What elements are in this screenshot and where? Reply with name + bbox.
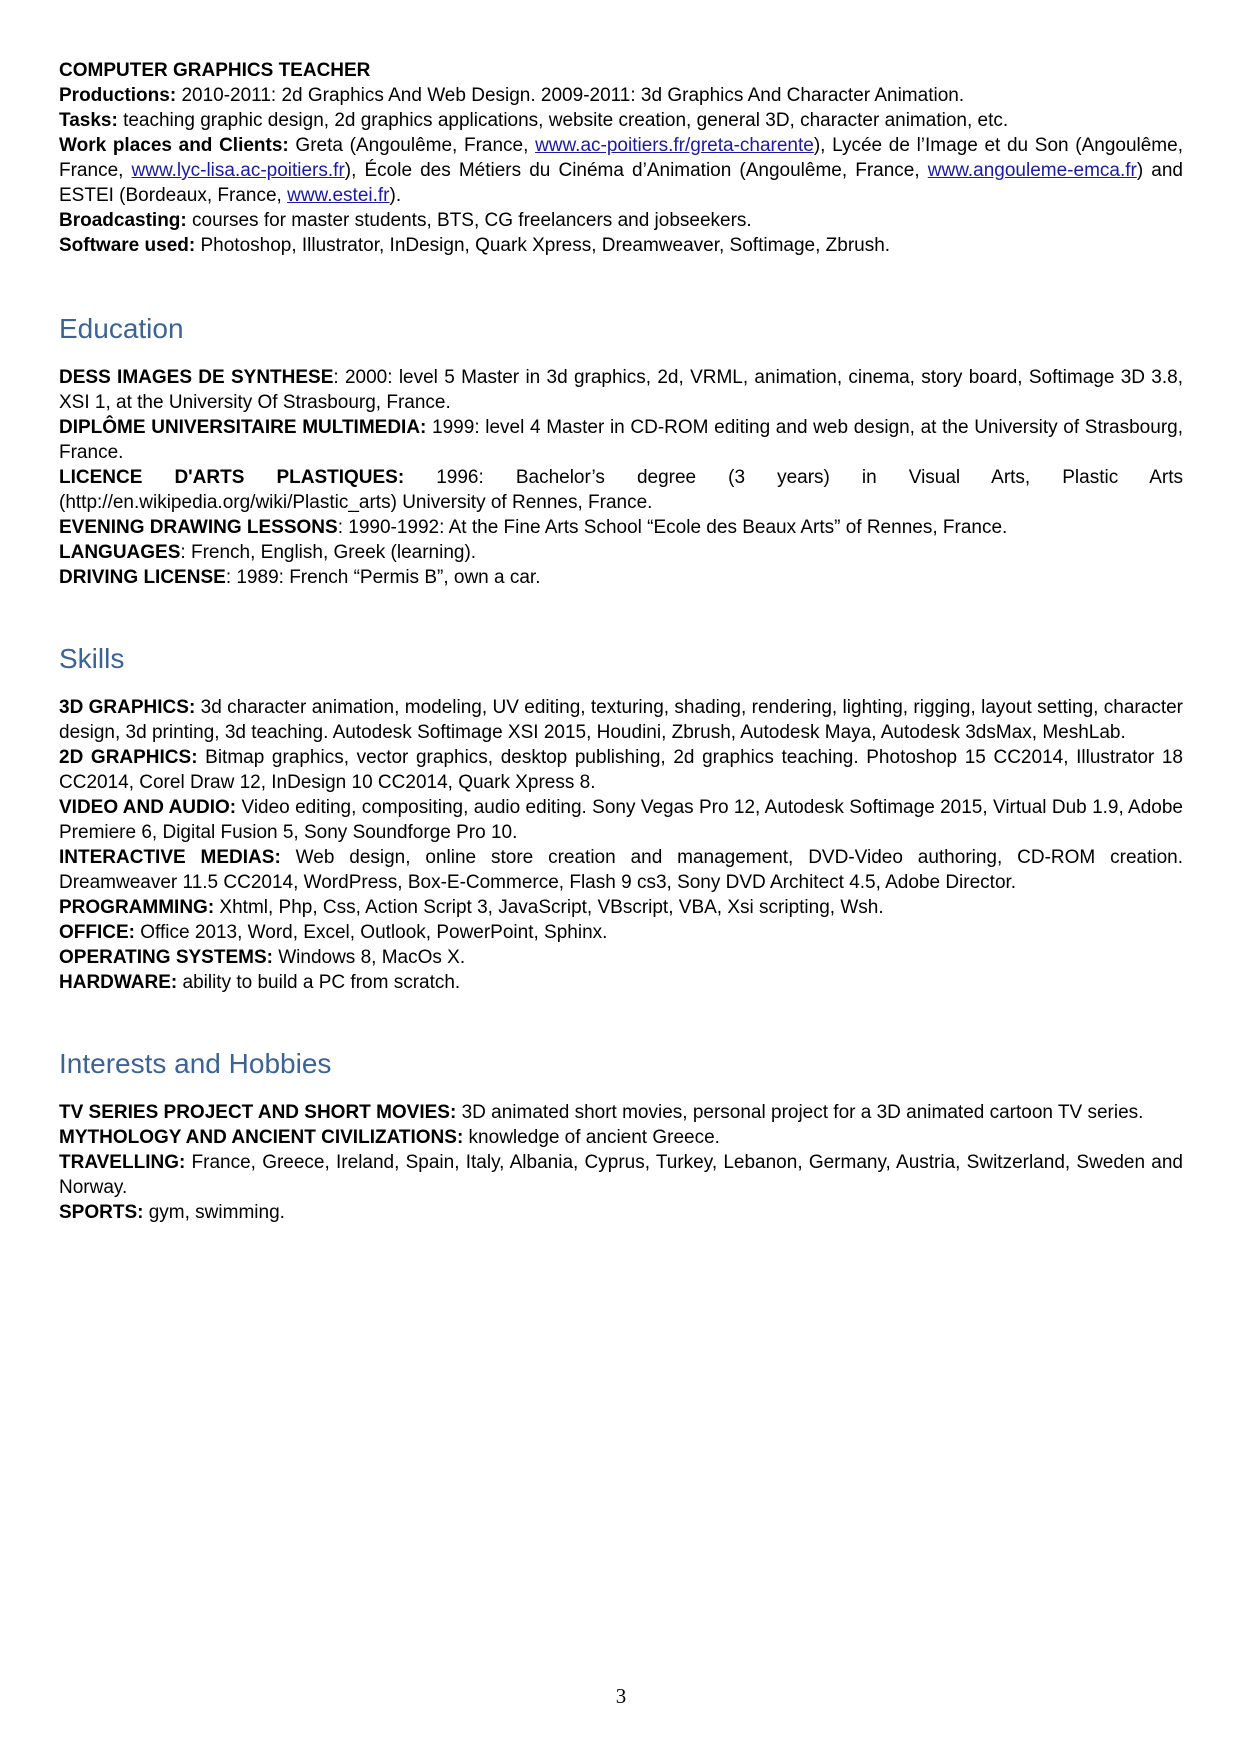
tasks-text: teaching graphic design, 2d graphics applications, website creation, general 3D, character animation, etc. — [117, 110, 1009, 131]
item-label: DRIVING LICENSE — [59, 567, 226, 588]
item-text: Video editing, compositing, audio editing. Sony Vegas Pro 12, Autodesk Softimage 2015, Virtual Dub 1.9, Adobe Premiere 6, Digital Fusion 5, Sony Soundforge Pro 10. — [59, 797, 1184, 843]
item-label: 2D GRAPHICS: — [59, 747, 198, 768]
software-text: Photoshop, Illustrator, InDesign, Quark Xpress, Dreamweaver, Softimage, Zbrush. — [195, 235, 891, 256]
item-label: 3D GRAPHICS: — [59, 697, 196, 718]
item-text: : 1989: French “Permis B”, own a car. — [225, 567, 541, 588]
education-item — [59, 415, 1183, 465]
item-label: MYTHOLOGY AND ANCIENT CIVILIZATIONS: — [59, 1127, 464, 1148]
skills-heading: Skills — [59, 643, 125, 674]
item-label: INTERACTIVE MEDIAS: — [59, 847, 281, 868]
skill-item — [59, 945, 1183, 970]
item-label: TV SERIES PROJECT AND SHORT MOVIES: — [59, 1102, 457, 1123]
emca-link[interactable]: www.angouleme-emca.fr — [927, 160, 1137, 181]
estei-link[interactable]: www.estei.fr — [287, 185, 390, 206]
education-item — [59, 515, 1183, 540]
education-item — [59, 365, 1183, 415]
work-places-text-4: ) and ESTEI (Bordeaux, France, — [59, 160, 1183, 206]
item-text: : 1990-1992: At the Fine Arts School “Ecole des Beaux Arts” of Rennes, France. — [337, 517, 1008, 538]
work-places-text-5: ). — [389, 185, 402, 206]
item-text: 1999: level 4 Master in CD-ROM editing and web design, at the University of Strasbourg, France. — [59, 417, 1183, 463]
education-heading: Education — [59, 313, 184, 344]
education-item — [59, 540, 1183, 565]
greta-link[interactable]: www.ac-poitiers.fr/greta-charente — [535, 135, 814, 156]
resume-page — [59, 58, 1183, 1225]
item-label: VIDEO AND AUDIO: — [59, 797, 237, 818]
item-label: EVENING DRAWING LESSONS — [59, 517, 338, 538]
item-text: France, Greece, Ireland, Spain, Italy, Albania, Cyprus, Turkey, Lebanon, Germany, Austria, Switzerland, Sweden and Norway. — [59, 1152, 1183, 1198]
education-item — [59, 565, 1183, 590]
item-text: Office 2013, Word, Excel, Outlook, PowerPoint, Sphinx. — [135, 922, 608, 943]
broadcasting-text: courses for master students, BTS, CG freelancers and jobseekers. — [186, 210, 752, 231]
productions-text: 2010-2011: 2d Graphics And Web Design. 2009-2011: 3d Graphics And Character Animation. — [176, 85, 965, 106]
job-entry — [59, 58, 1183, 258]
interest-item — [59, 1200, 1183, 1225]
item-label: DESS IMAGES DE SYNTHESE — [59, 367, 334, 388]
education-item — [59, 465, 1183, 515]
item-text: knowledge of ancient Greece. — [463, 1127, 720, 1148]
item-label: OPERATING SYSTEMS: — [59, 947, 273, 968]
productions-label: Productions: — [59, 85, 177, 106]
work-places-text-2: ), Lycée de l’Image et du Son (Angoulême, France, — [59, 135, 1183, 181]
interest-item — [59, 1100, 1183, 1125]
software-line — [59, 233, 1183, 258]
item-label: SPORTS: — [59, 1202, 144, 1223]
item-text: gym, swimming. — [143, 1202, 285, 1223]
productions-line — [59, 83, 1183, 108]
item-text: Bitmap graphics, vector graphics, desktop publishing, 2d graphics teaching. Photoshop 15 CC2014, Illustrator 18 CC2014, Corel Draw 12, InDesign 10 CC2014, Quark Xpress 8. — [59, 747, 1183, 793]
item-label: LICENCE D'ARTS PLASTIQUES: — [59, 467, 405, 488]
skill-item — [59, 845, 1183, 895]
item-text: 3d character animation, modeling, UV editing, texturing, shading, rendering, lighting, rigging, layout setting, character design, 3d printing, 3d teaching. Autodesk Softimage XSI 2015, Houdini, Zbrush, Autodesk Maya, Autodesk 3dsMax, MeshLab. — [59, 697, 1184, 743]
item-label: TRAVELLING: — [59, 1152, 186, 1173]
item-label: LANGUAGES — [59, 542, 181, 563]
interests-list — [59, 1100, 1183, 1225]
interest-item — [59, 1125, 1183, 1150]
skill-item — [59, 970, 1183, 995]
skill-item — [59, 745, 1183, 795]
item-text: : 2000: level 5 Master in 3d graphics, 2d, VRML, animation, cinema, story board, Softimage 3D 3.8, XSI 1, at the University Of Strasbourg, France. — [59, 367, 1183, 413]
item-text: Windows 8, MacOs X. — [272, 947, 466, 968]
tasks-label: Tasks: — [59, 110, 118, 131]
item-text: ability to build a PC from scratch. — [177, 972, 461, 993]
item-label: HARDWARE: — [59, 972, 178, 993]
interest-item — [59, 1150, 1183, 1200]
item-text: 3D animated short movies, personal project for a 3D animated cartoon TV series. — [456, 1102, 1144, 1123]
lisa-link[interactable]: www.lyc-lisa.ac-poitiers.fr — [131, 160, 345, 181]
skills-list — [59, 695, 1183, 995]
item-text: Xhtml, Php, Css, Action Script 3, JavaScript, VBscript, VBA, Xsi scripting, Wsh. — [214, 897, 884, 918]
item-text: 1996: Bachelor’s degree (3 years) in Visual Arts, Plastic Arts (http://en.wikipedia.org/wiki/Plastic_arts) University of Rennes, France. — [59, 467, 1183, 513]
interests-heading: Interests and Hobbies — [59, 1048, 332, 1079]
work-places-line — [59, 133, 1183, 208]
item-text: : French, English, Greek (learning). — [180, 542, 477, 563]
item-text: Web design, online store creation and management, DVD-Video authoring, CD-ROM creation. Dreamweaver 11.5 CC2014, WordPress, Box-E-Commerce, Flash 9 cs3, Sony DVD Architect 4.5, Adobe Director. — [59, 847, 1183, 893]
education-list — [59, 365, 1183, 590]
skill-item — [59, 895, 1183, 920]
software-label: Software used: — [59, 235, 196, 256]
skill-item — [59, 795, 1183, 845]
skill-item — [59, 920, 1183, 945]
item-label: OFFICE: — [59, 922, 135, 943]
work-places-text-1: Greta (Angoulême, France, — [288, 135, 536, 156]
work-places-text-3: ), École des Métiers du Cinéma d’Animation (Angoulême, France, — [344, 160, 928, 181]
tasks-line — [59, 108, 1183, 133]
item-label: DIPLÔME UNIVERSITAIRE MULTIMEDIA: — [59, 417, 427, 438]
item-label: PROGRAMMING: — [59, 897, 215, 918]
broadcasting-line — [59, 208, 1183, 233]
skill-item — [59, 695, 1183, 745]
job-title: COMPUTER GRAPHICS TEACHER — [59, 60, 371, 81]
work-places-label: Work places and Clients: — [59, 135, 289, 156]
page-number: 3 — [615, 1684, 627, 1708]
broadcasting-label: Broadcasting: — [59, 210, 187, 231]
